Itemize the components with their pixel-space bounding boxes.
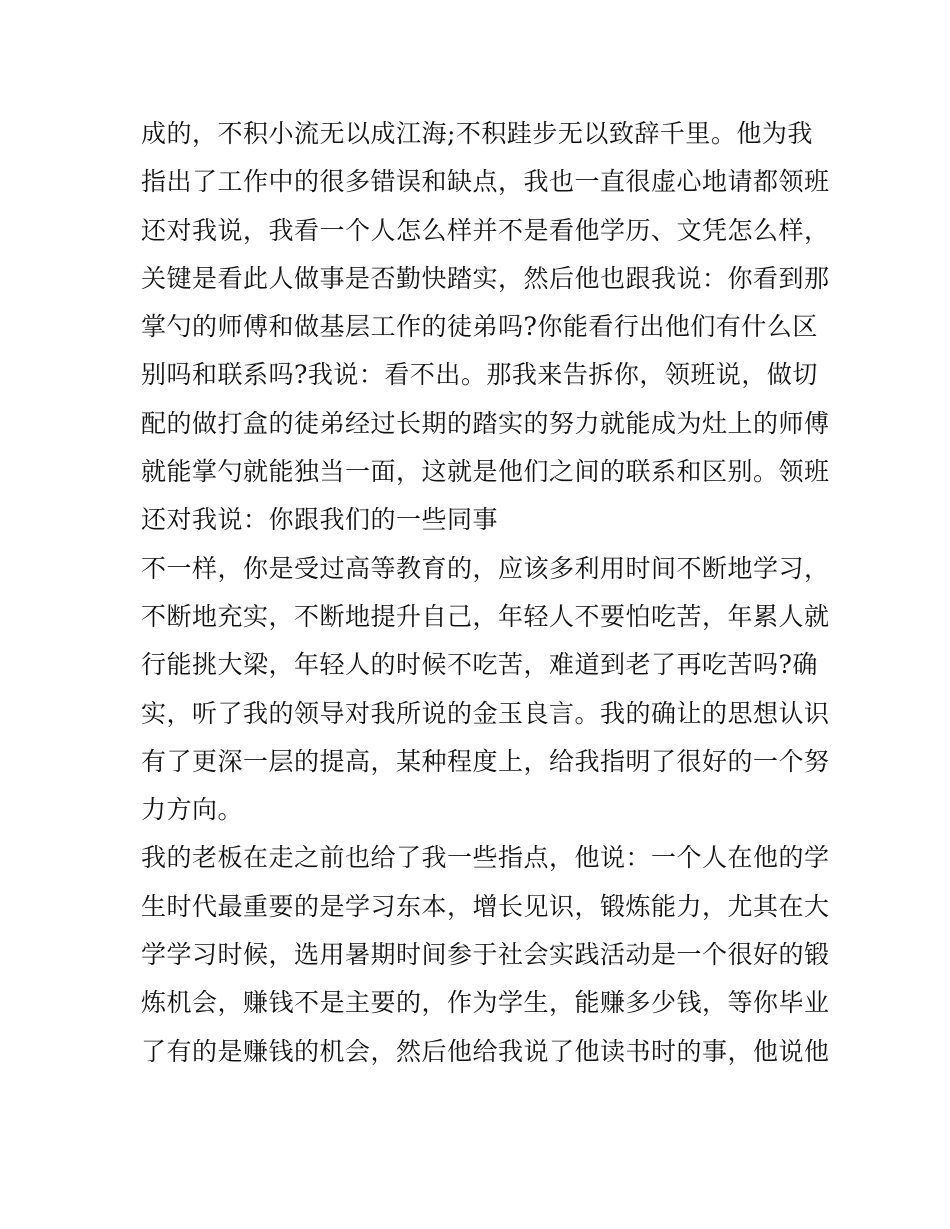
text-line: 不断地充实，不断地提升自己，年轻人不要怕吃苦，年累人就 (141, 601, 830, 631)
text-line: 了有的是赚钱的机会，然后他给我说了他读书时的事，他说他 (141, 1036, 830, 1066)
text-line: 实，听了我的领导对我所说的金玉良言。我的确让的思想认识 (141, 698, 830, 728)
text-line: 我的老板在走之前也给了我一些指点，他说：一个人在他的学 (141, 843, 830, 873)
text-line: 生时代最重要的是学习东本，增长见识，锻炼能力，尤其在大 (141, 891, 830, 921)
text-line: 还对我说，我看一个人怎么样并不是看他学历、文凭怎么样， (141, 215, 830, 245)
text-line: 就能掌勺就能独当一面，这就是他们之间的联系和区别。领班 (141, 457, 830, 487)
text-line: 别吗和联系吗?我说：看不出。那我来告拆你，领班说，做切 (141, 360, 818, 390)
text-line: 掌勺的师傅和做基层工作的徒弟吗?你能看行出他们有什么区 (141, 312, 818, 342)
text-line: 关键是看此人做事是否勤快踏实，然后他也跟我说：你看到那 (141, 263, 830, 293)
text-line: 学学习时候，选用暑期时间参于社会实践活动是一个很好的锻 (141, 940, 830, 970)
text-line: 还对我说：你跟我们的一些同事 (141, 505, 499, 535)
text-line: 炼机会，赚钱不是主要的，作为学生，能赚多少钱，等你毕业 (141, 988, 830, 1018)
text-line: 行能挑大梁，年轻人的时候不吃苦，难道到老了再吃苦吗?确 (141, 650, 818, 680)
text-line: 有了更深一层的提高，某种程度上，给我指明了很好的一个努 (141, 746, 830, 776)
text-line: 力方向。 (141, 795, 244, 825)
text-line: 指出了工作中的很多错误和缺点，我也一直很虚心地请都领班 (141, 167, 830, 197)
text-line: 成的，不积小流无以成江海;不积跬步无以致辞千里。他为我 (141, 119, 813, 148)
body-text (141, 110, 830, 1076)
text-line: 不一样，你是受过高等教育的，应该多利用时间不断地学习， (141, 553, 830, 583)
text-line: 配的做打盒的徒弟经过长期的踏实的努力就能成为灶上的师傅 (141, 408, 830, 438)
